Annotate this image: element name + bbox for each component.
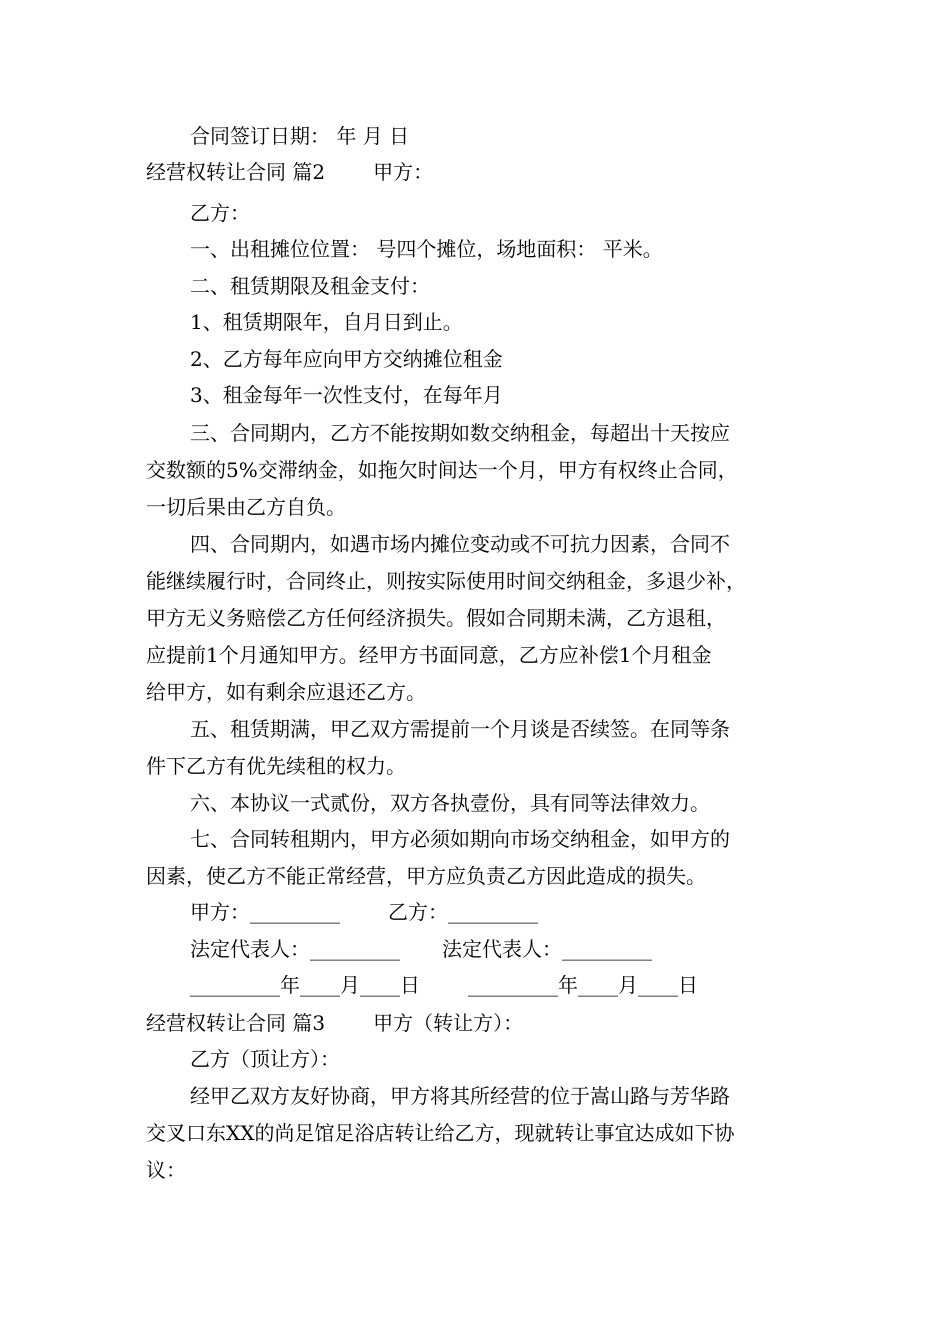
preamble-line-2: 交叉口东XX的尚足馆足浴店转让给乙方，现就转让事宜达成如下协 xyxy=(146,1121,735,1145)
clause-1: 一、出租摊位位置： 号四个摊位，场地面积： 平米。 xyxy=(190,237,663,261)
clause-4-line-2: 能继续履行时，合同终止，则按实际使用时间交纳租金，多退少补， xyxy=(146,569,746,593)
signature-rep-a: 法定代表人：_________ xyxy=(190,937,400,961)
clause-3-line-2: 交数额的5%交滞纳金，如拖欠时间达一个月，甲方有权终止合同， xyxy=(146,458,738,482)
party-a-label: 甲方（转让方）： xyxy=(373,1011,524,1035)
signature-date-row xyxy=(190,973,826,997)
signature-rep-row xyxy=(190,937,826,961)
party-b-label: 乙方： xyxy=(190,201,250,225)
clause-3-line-3: 一切后果由乙方自负。 xyxy=(146,495,346,519)
section-heading-2 xyxy=(146,160,826,184)
party-a-label: 甲方： xyxy=(373,160,434,184)
preamble-line-3: 议： xyxy=(146,1158,186,1182)
party-b-label: 乙方（顶让方）： xyxy=(190,1047,340,1071)
signature-party-row xyxy=(190,900,826,924)
signing-date-line: 合同签订日期： 年 月 日 xyxy=(190,124,410,148)
signature-date-b: _________年____月____日 xyxy=(468,973,698,997)
clause-2-item-3: 3、租金每年一次性支付，在每年月 xyxy=(190,383,503,407)
preamble-line-1: 经甲乙双方友好协商，甲方将其所经营的位于嵩山路与芳华路 xyxy=(190,1084,730,1108)
signature-party-a: 甲方：_________ xyxy=(190,900,340,924)
clause-5-line-2: 件下乙方有优先续租的权力。 xyxy=(146,754,406,778)
clause-2: 二、租赁期限及租金支付： xyxy=(190,274,430,298)
signature-date-a: _________年____月____日 xyxy=(190,973,420,997)
section-heading-3 xyxy=(146,1011,826,1035)
clause-7-line-1: 七、合同转租期内，甲方必须如期向市场交纳租金，如甲方的 xyxy=(190,827,730,851)
clause-7-line-2: 因素，使乙方不能正常经营，甲方应负责乙方因此造成的损失。 xyxy=(146,864,706,888)
clause-2-item-2: 2、乙方每年应向甲方交纳摊位租金 xyxy=(190,347,503,371)
clause-4-line-1: 四、合同期内，如遇市场内摊位变动或不可抗力因素，合同不 xyxy=(190,532,730,556)
section-title: 经营权转让合同 篇3 xyxy=(146,1011,326,1035)
clause-6: 六、本协议一式贰份，双方各执壹份，具有同等法律效力。 xyxy=(190,791,710,815)
signature-party-b: 乙方：_________ xyxy=(388,900,538,924)
clause-4-line-5: 给甲方，如有剩余应退还乙方。 xyxy=(146,680,426,704)
signature-rep-b: 法定代表人：_________ xyxy=(442,937,652,961)
section-title: 经营权转让合同 篇2 xyxy=(146,160,326,184)
clause-4-line-4: 应提前1个月通知甲方。经甲方书面同意，乙方应补偿1个月租金 xyxy=(146,643,712,667)
clause-4-line-3: 甲方无义务赔偿乙方任何经济损失。假如合同期未满，乙方退租， xyxy=(146,606,726,630)
clause-2-item-1: 1、租赁期限年，自月日到止。 xyxy=(190,310,463,334)
clause-3-line-1: 三、合同期内，乙方不能按期如数交纳租金，每超出十天按应 xyxy=(190,421,730,445)
clause-5-line-1: 五、租赁期满，甲乙双方需提前一个月谈是否续签。在同等条 xyxy=(190,717,730,741)
